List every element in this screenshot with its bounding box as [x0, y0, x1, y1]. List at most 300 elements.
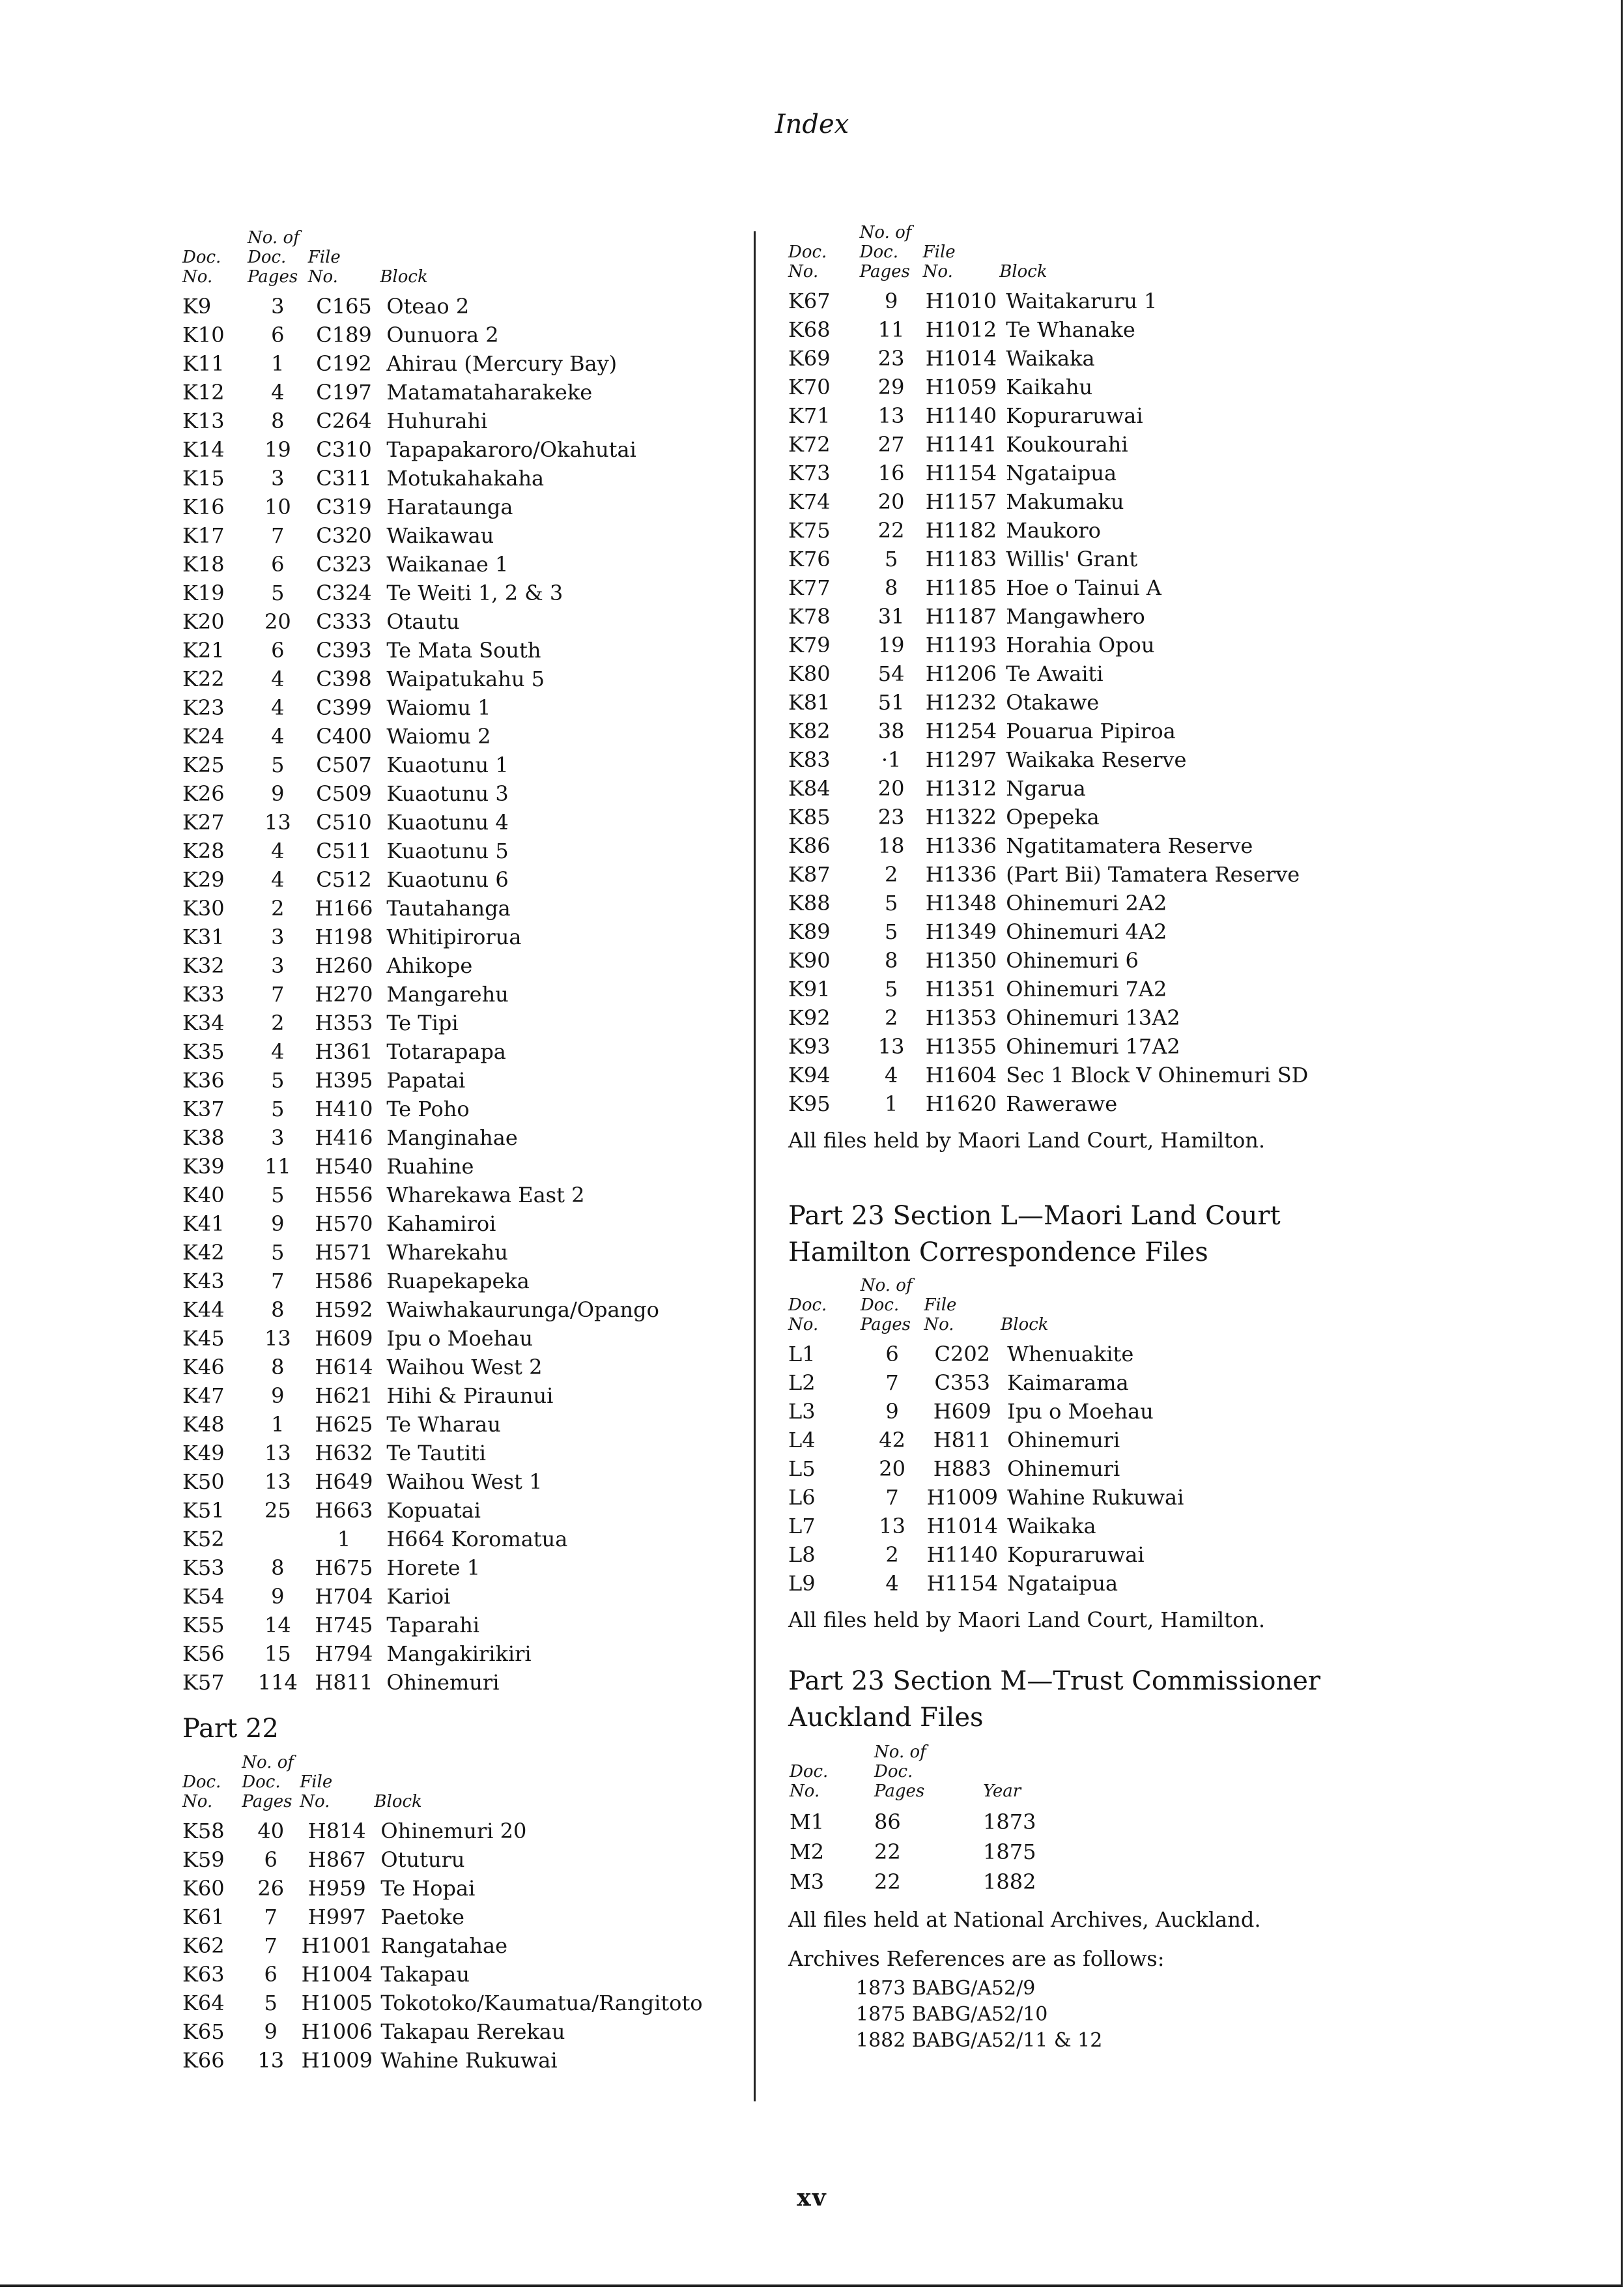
- block-cell: Ohinemuri 7A2: [1006, 977, 1167, 1001]
- doc-no-cell: K55: [182, 1613, 225, 1637]
- table-row: [182, 1410, 723, 1439]
- pages-cell: 6: [264, 1847, 278, 1872]
- block-cell: Mangawhero: [1006, 604, 1145, 629]
- table-row: [182, 1295, 723, 1324]
- year-cell: 1882: [983, 1869, 1036, 1894]
- table-row: [182, 2017, 723, 2046]
- archives-reference: 1873 BABG/A52/9: [856, 1977, 1036, 2000]
- table-row: [182, 435, 723, 464]
- block-cell: Whenuakite: [1007, 1342, 1134, 1366]
- pages-cell: 5: [271, 1240, 285, 1265]
- doc-no-cell: K64: [182, 1991, 225, 2015]
- file-no-cell: H632: [315, 1441, 373, 1465]
- file-no-cell: H614: [315, 1355, 373, 1379]
- pages-cell: 54: [877, 661, 905, 686]
- table-row: [182, 607, 723, 636]
- file-no-cell: H1154: [926, 1571, 998, 1596]
- doc-no-cell: K60: [182, 1876, 225, 1901]
- doc-no-cell: K49: [182, 1441, 225, 1465]
- table-body: [182, 1817, 723, 2075]
- pages-cell: 4: [885, 1571, 899, 1596]
- table-row: [182, 349, 723, 378]
- pages-cell: 7: [885, 1370, 899, 1395]
- block-cell: Ngatitamatera Reserve: [1006, 833, 1253, 858]
- table-row: [182, 1668, 723, 1697]
- doc-no-cell: K31: [182, 925, 225, 949]
- table-row: [788, 487, 1361, 516]
- header-doc-no: Doc. No.: [790, 1762, 829, 1801]
- pages-cell: 22: [874, 1869, 901, 1894]
- table-row: [788, 344, 1361, 373]
- pages-cell: 8: [884, 575, 898, 600]
- header-doc-no: Doc. No.: [788, 242, 827, 281]
- block-cell: Ruapekapeka: [386, 1269, 530, 1293]
- file-no-cell: H1353: [925, 1005, 997, 1030]
- file-no-cell: C509: [316, 781, 372, 806]
- file-no-cell: H609: [315, 1326, 373, 1351]
- file-no-cell: H1604: [925, 1063, 997, 1088]
- table-row: [182, 865, 723, 894]
- block-cell: Kuaotunu 1: [386, 753, 509, 777]
- doc-no-cell: K53: [182, 1555, 225, 1580]
- doc-no-cell: K88: [788, 891, 831, 915]
- doc-no-cell: K29: [182, 867, 225, 892]
- file-no-cell: C311: [316, 466, 372, 491]
- pages-cell: 13: [257, 2048, 285, 2073]
- doc-no-cell: K42: [182, 1240, 225, 1265]
- table-row: [182, 1123, 723, 1152]
- table-row: [788, 1368, 1361, 1397]
- pages-cell: 3: [271, 925, 285, 949]
- doc-no-cell: K90: [788, 948, 831, 973]
- doc-no-cell: K52: [182, 1527, 225, 1551]
- block-cell: Wahine Rukuwai: [380, 2048, 558, 2073]
- pages-cell: 5: [271, 1097, 285, 1121]
- table-row: [788, 803, 1361, 831]
- pages-cell: 3: [271, 294, 285, 319]
- file-no-cell: C165: [316, 294, 372, 319]
- table-row: [182, 1582, 723, 1611]
- header-doc-pages: No. of Doc. Pages: [874, 1742, 926, 1801]
- doc-no-cell: K73: [788, 461, 831, 485]
- file-no-cell: H1185: [925, 575, 997, 600]
- table-row: [182, 1324, 723, 1353]
- file-no-cell: C510: [316, 810, 372, 835]
- file-no-cell: H811: [315, 1670, 373, 1695]
- block-cell: Ohinemuri: [386, 1670, 500, 1695]
- pages-cell: 13: [877, 1034, 905, 1059]
- table-row: [182, 1037, 723, 1066]
- right-column: [788, 223, 1361, 2054]
- part-22-heading: Part 22: [182, 1714, 279, 1744]
- file-no-cell: C310: [316, 437, 372, 462]
- block-cell: Ohinemuri 4A2: [1006, 919, 1167, 944]
- file-no-cell: H883: [933, 1456, 991, 1481]
- pages-cell: 86: [874, 1809, 901, 1834]
- pages-cell: 7: [264, 1905, 278, 1929]
- block-cell: Kopuatai: [386, 1498, 481, 1523]
- pages-cell: 20: [877, 489, 905, 514]
- header-file-no: File No.: [922, 242, 956, 281]
- table-row: [182, 1639, 723, 1668]
- doc-no-cell: K48: [182, 1412, 225, 1437]
- table-row: [182, 808, 723, 837]
- table-row: [788, 430, 1361, 459]
- table-row: [182, 722, 723, 751]
- pages-cell: 4: [271, 867, 285, 892]
- table-row: [182, 665, 723, 693]
- file-no-cell: H959: [307, 1876, 366, 1901]
- block-cell: Ngataipua: [1006, 461, 1117, 485]
- table-row: [182, 1095, 723, 1123]
- pages-cell: 7: [271, 982, 285, 1007]
- file-no-cell: H1157: [925, 489, 997, 514]
- table-row: [182, 1960, 723, 1989]
- doc-no-cell: K50: [182, 1469, 225, 1494]
- year-cell: 1873: [983, 1809, 1036, 1834]
- file-no-cell: C324: [316, 581, 372, 605]
- table-row: [182, 1209, 723, 1238]
- table-row: [182, 1931, 723, 1960]
- pages-cell: 51: [877, 690, 905, 715]
- doc-no-cell: K62: [182, 1933, 225, 1958]
- doc-no-cell: K41: [182, 1211, 225, 1236]
- table-row: [788, 602, 1361, 631]
- doc-no-cell: K32: [182, 953, 225, 978]
- block-cell: Takapau: [380, 1962, 470, 1987]
- doc-no-cell: K25: [182, 753, 225, 777]
- header-doc-no: Doc. No.: [182, 1772, 221, 1811]
- table-row: [182, 951, 723, 980]
- pages-cell: 5: [271, 753, 285, 777]
- file-no-cell: H1336: [925, 833, 997, 858]
- header-doc-pages: No. of Doc. Pages: [860, 1276, 913, 1334]
- header-doc-pages: No. of Doc. Pages: [247, 228, 300, 287]
- block-cell: Motukahakaha: [386, 466, 545, 491]
- pages-cell: 6: [885, 1342, 899, 1366]
- table-row: [788, 946, 1361, 975]
- table-row: [788, 373, 1361, 401]
- block-cell: Willis' Grant: [1006, 547, 1138, 571]
- doc-no-cell: M3: [790, 1869, 825, 1894]
- pages-cell: 5: [271, 1183, 285, 1207]
- file-no-cell: H1182: [925, 518, 997, 543]
- file-no-cell: H663: [315, 1498, 373, 1523]
- table-body: [788, 287, 1361, 1118]
- doc-no-cell: K92: [788, 1005, 831, 1030]
- table-row: [788, 1426, 1361, 1454]
- pages-cell: 25: [264, 1498, 291, 1523]
- table-row: [788, 1003, 1361, 1032]
- pages-cell: 8: [271, 1355, 285, 1379]
- doc-no-cell: L4: [788, 1428, 816, 1452]
- block-cell: Takapau Rerekau: [380, 2019, 565, 2044]
- block-cell: Te Tautiti: [386, 1441, 487, 1465]
- file-no-cell: H395: [315, 1068, 373, 1093]
- block-cell: Papatai: [386, 1068, 466, 1093]
- file-no-cell: H794: [315, 1641, 373, 1666]
- pages-cell: 1: [271, 351, 285, 376]
- pages-cell: 6: [264, 1962, 278, 1987]
- table-row: [182, 1553, 723, 1582]
- block-cell: Te Mata South: [386, 638, 541, 663]
- pages-cell: 13: [264, 810, 291, 835]
- block-cell: Ohinemuri 13A2: [1006, 1005, 1180, 1030]
- file-no-cell: C511: [316, 839, 372, 863]
- table-header: [790, 1742, 1113, 1806]
- section-l-heading: Part 23 Section L—Maori Land Court Hamilton Correspondence Files: [788, 1201, 1281, 1267]
- pages-cell: 13: [264, 1469, 291, 1494]
- header-block: Block: [374, 1792, 422, 1811]
- pages-cell: 4: [271, 695, 285, 720]
- pages-cell: 19: [264, 437, 291, 462]
- block-cell: Pouarua Pipiroa: [1006, 719, 1176, 743]
- pages-cell: 16: [877, 461, 905, 485]
- pages-cell: 6: [271, 552, 285, 577]
- doc-no-cell: K75: [788, 518, 831, 543]
- table-row: [182, 1152, 723, 1181]
- index-table-right: [788, 223, 1361, 1118]
- file-no-cell: H1010: [925, 289, 997, 313]
- table-row: [788, 631, 1361, 659]
- file-no-cell: H1009: [301, 2048, 373, 2073]
- pages-cell: 7: [885, 1485, 899, 1510]
- table-row: [182, 779, 723, 808]
- table-header: [788, 223, 1361, 287]
- table-row: [182, 378, 723, 407]
- doc-no-cell: K72: [788, 432, 831, 457]
- doc-no-cell: K57: [182, 1670, 225, 1695]
- file-no-cell: H609: [933, 1399, 991, 1424]
- pages-cell: 1: [884, 1091, 898, 1116]
- pages-cell: 9: [271, 1211, 285, 1236]
- file-no-cell: H621: [315, 1383, 373, 1408]
- file-no-cell: 1: [337, 1527, 351, 1551]
- pages-cell: 20: [879, 1456, 905, 1481]
- doc-no-cell: K54: [182, 1584, 225, 1609]
- block-cell: Waikawau: [386, 523, 494, 548]
- file-no-cell: H570: [315, 1211, 373, 1236]
- doc-no-cell: K34: [182, 1011, 225, 1035]
- doc-no-cell: K67: [788, 289, 831, 313]
- table-row: [182, 464, 723, 493]
- doc-no-cell: K33: [182, 982, 225, 1007]
- pages-cell: 11: [877, 317, 905, 342]
- block-cell: Harataunga: [386, 495, 513, 519]
- block-cell: Huhurahi: [386, 409, 488, 433]
- table-row: [788, 860, 1361, 889]
- pages-cell: 18: [877, 833, 905, 858]
- file-no-cell: H166: [315, 896, 373, 921]
- file-no-cell: H1154: [925, 461, 997, 485]
- block-cell: Ohinemuri 2A2: [1006, 891, 1167, 915]
- block-cell: Hihi & Piraunui: [386, 1383, 554, 1408]
- block-cell: Sec 1 Block V Ohinemuri SD: [1006, 1063, 1309, 1088]
- doc-no-cell: K94: [788, 1063, 831, 1088]
- index-table-section-l: [788, 1276, 1361, 1598]
- table-row: [788, 917, 1361, 946]
- table-row: [182, 923, 723, 951]
- archives-reference: 1875 BABG/A52/10: [856, 2003, 1048, 2026]
- table-row: [788, 889, 1361, 917]
- block-cell: Karioi: [386, 1584, 451, 1609]
- pages-cell: 2: [271, 896, 285, 921]
- page-number: xv: [797, 2184, 827, 2212]
- doc-no-cell: K81: [788, 690, 831, 715]
- block-cell: Totarapapa: [386, 1039, 506, 1064]
- pages-cell: [248, 1525, 308, 1553]
- block-cell: Matamataharakeke: [386, 380, 593, 405]
- pages-cell: 11: [264, 1154, 291, 1179]
- table-row: [182, 1066, 723, 1095]
- doc-no-cell: K59: [182, 1847, 225, 1872]
- block-cell: Ohinemuri: [1007, 1456, 1120, 1481]
- pages-cell: 4: [271, 1039, 285, 1064]
- block-cell: Waipatukahu 5: [386, 667, 545, 691]
- table-row: [182, 407, 723, 435]
- file-no-cell: H1336: [925, 862, 997, 887]
- doc-no-cell: K70: [788, 375, 831, 399]
- index-table-part22: [182, 1753, 723, 2075]
- pages-cell: 5: [271, 1068, 285, 1093]
- file-no-cell: C264: [316, 409, 372, 433]
- table-row: [182, 1353, 723, 1381]
- table-row: [182, 980, 723, 1009]
- pages-cell: 2: [271, 1011, 285, 1035]
- file-no-cell: H540: [315, 1154, 373, 1179]
- pages-cell: 9: [271, 1584, 285, 1609]
- file-no-cell: C189: [316, 323, 372, 347]
- pages-cell: 13: [879, 1514, 905, 1538]
- file-no-cell: C202: [934, 1342, 991, 1366]
- file-no-cell: C192: [316, 351, 372, 376]
- table-row: [182, 1903, 723, 1931]
- block-cell: Waihou West 2: [386, 1355, 543, 1379]
- doc-no-cell: K44: [182, 1297, 225, 1322]
- doc-no-cell: K9: [182, 294, 212, 319]
- file-no-cell: H1183: [925, 547, 997, 571]
- file-no-cell: H1355: [925, 1034, 997, 1059]
- table-row: [182, 1496, 723, 1525]
- doc-no-cell: K95: [788, 1091, 831, 1116]
- table-row: [788, 1569, 1361, 1598]
- file-no-cell: H556: [315, 1183, 373, 1207]
- table-row: [182, 1381, 723, 1410]
- block-cell: Hoe o Tainui A: [1006, 575, 1161, 600]
- running-head: Index: [775, 109, 849, 139]
- table-row: [788, 1540, 1361, 1569]
- doc-no-cell: K66: [182, 2048, 225, 2073]
- doc-no-cell: L2: [788, 1370, 816, 1395]
- block-cell: Waiwhakaurunga/Opango: [386, 1297, 659, 1322]
- table-row: [788, 545, 1361, 573]
- doc-no-cell: K80: [788, 661, 831, 686]
- doc-no-cell: K13: [182, 409, 225, 433]
- block-cell: Rawerawe: [1006, 1091, 1118, 1116]
- pages-cell: 2: [885, 1542, 899, 1567]
- file-no-cell: H649: [315, 1469, 373, 1494]
- table-row: [788, 659, 1361, 688]
- file-no-cell: H260: [315, 953, 373, 978]
- pages-cell: 9: [271, 1383, 285, 1408]
- file-no-cell: H1254: [925, 719, 997, 743]
- pages-cell: 27: [877, 432, 905, 457]
- doc-no-cell: L8: [788, 1542, 816, 1567]
- table-row: [788, 1340, 1361, 1368]
- pages-cell: 23: [877, 805, 905, 829]
- doc-no-cell: K93: [788, 1034, 831, 1059]
- file-no-cell: H1006: [301, 2019, 373, 2044]
- doc-no-cell: L7: [788, 1514, 816, 1538]
- table-row: [182, 636, 723, 665]
- pages-cell: 8: [271, 1297, 285, 1322]
- header-file-no: File No.: [300, 1772, 333, 1811]
- block-cell: Ohinemuri: [1007, 1428, 1120, 1452]
- table-row: [182, 1181, 723, 1209]
- doc-no-cell: K76: [788, 547, 831, 571]
- holding-note: All files held by Maori Land Court, Hamilton.: [788, 1607, 1265, 1632]
- table-row: [790, 1808, 1113, 1836]
- doc-no-cell: K26: [182, 781, 225, 806]
- table-row: [790, 1837, 1113, 1866]
- doc-no-cell: K16: [182, 495, 225, 519]
- year-cell: 1875: [983, 1839, 1036, 1864]
- table-row: [788, 1483, 1361, 1512]
- doc-no-cell: K65: [182, 2019, 225, 2044]
- block-cell: Waikaka Reserve: [1006, 747, 1187, 772]
- pages-cell: 3: [271, 953, 285, 978]
- block-cell: Ipu o Moehau: [386, 1326, 533, 1351]
- pages-cell: 23: [877, 346, 905, 371]
- file-no-cell: H1322: [925, 805, 997, 829]
- doc-no-cell: K68: [788, 317, 831, 342]
- file-no-cell: H1206: [925, 661, 997, 686]
- file-no-cell: H1620: [925, 1091, 997, 1116]
- file-no-cell: H745: [315, 1613, 373, 1637]
- table-body: [790, 1808, 1113, 1896]
- file-no-cell: H1312: [925, 776, 997, 801]
- file-no-cell: H814: [307, 1819, 366, 1843]
- holding-note: All files held by Maori Land Court, Hamilton.: [788, 1128, 1265, 1153]
- doc-no-cell: K36: [182, 1068, 225, 1093]
- doc-no-cell: L3: [788, 1399, 816, 1424]
- table-row: [788, 401, 1361, 430]
- block-cell: Oteao 2: [386, 294, 470, 319]
- pages-cell: 13: [264, 1441, 291, 1465]
- doc-no-cell: K45: [182, 1326, 225, 1351]
- header-block: Block: [380, 267, 428, 287]
- doc-no-cell: K85: [788, 805, 831, 829]
- block-cell: (Part Bii) Tamatera Reserve: [1006, 862, 1300, 887]
- pages-cell: 1: [271, 1412, 285, 1437]
- pages-cell: 6: [271, 638, 285, 663]
- block-cell: Te Hopai: [380, 1876, 476, 1901]
- table-row: [788, 459, 1361, 487]
- block-cell: Ngataipua: [1007, 1571, 1118, 1596]
- doc-no-cell: K19: [182, 581, 225, 605]
- file-no-cell: C399: [316, 695, 372, 720]
- doc-no-cell: K20: [182, 609, 225, 634]
- block-cell: Kaikahu: [1006, 375, 1093, 399]
- file-no-cell: H586: [315, 1269, 373, 1293]
- file-no-cell: C320: [316, 523, 372, 548]
- doc-no-cell: K11: [182, 351, 225, 376]
- table-row: [182, 1611, 723, 1639]
- block-cell: Ahikope: [386, 953, 473, 978]
- pages-cell: 5: [884, 891, 898, 915]
- doc-no-cell: K14: [182, 437, 225, 462]
- block-cell: Otautu: [386, 609, 460, 634]
